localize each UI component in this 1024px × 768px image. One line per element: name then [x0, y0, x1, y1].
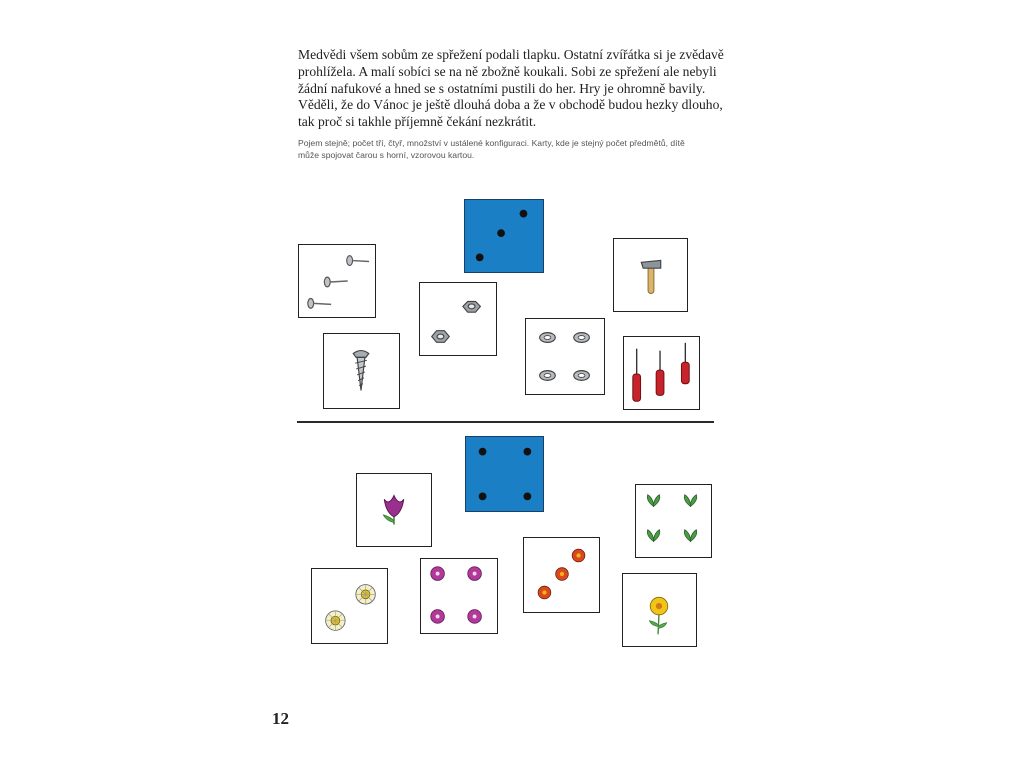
- card-red-flowers[interactable]: [523, 537, 600, 613]
- instruction-line: Pojem stejně; počet tří, čtyř, množství v ustálené konfiguraci. Karty, kde je stejný počet předmětů, dítě: [298, 138, 685, 148]
- card-purple-flowers[interactable]: [420, 558, 498, 634]
- card-daisies[interactable]: [311, 568, 388, 644]
- purple-flower-icon: [421, 559, 497, 633]
- pattern-card-four-dots: [465, 436, 544, 512]
- hammer-icon: [614, 239, 687, 311]
- screwdriver-icon: [624, 337, 699, 409]
- card-nuts[interactable]: [419, 282, 497, 356]
- nut-icon: [420, 283, 496, 355]
- story-line: tak proč si takhle příjemně čekání nezkrátit.: [298, 114, 537, 130]
- tulip-icon: [357, 474, 431, 546]
- yellow-flower-icon: [623, 574, 696, 646]
- card-tulip[interactable]: [356, 473, 432, 547]
- pattern-card-three-dots: [464, 199, 544, 273]
- daisy-icon: [312, 569, 387, 643]
- card-nails[interactable]: [298, 244, 376, 318]
- card-screwdrivers[interactable]: [623, 336, 700, 410]
- washer-icon: [526, 319, 604, 394]
- card-sprouts[interactable]: [635, 484, 712, 558]
- card-washers[interactable]: [525, 318, 605, 395]
- card-yellow-flower[interactable]: [622, 573, 697, 647]
- card-hammer[interactable]: [613, 238, 688, 312]
- red-flower-icon: [524, 538, 599, 612]
- dots-four: [466, 437, 543, 511]
- nail-icon: [299, 245, 375, 317]
- instruction-line: může spojovat čarou s horní, vzorovou kartou.: [298, 149, 475, 160]
- story-line: Věděli, že do Vánoc je ještě dlouhá doba a že v obchodě budou hezky dlouho,: [298, 97, 723, 113]
- page-number: 12: [272, 709, 289, 728]
- section-divider: [297, 421, 714, 423]
- story-line: Medvědi všem sobům ze spřežení podali tlapku. Ostatní zvířátka si je zvědavě: [298, 47, 724, 62]
- card-screw[interactable]: [323, 333, 400, 409]
- screw-icon: [324, 334, 399, 408]
- story-line: žádní nafukové a hned se s ostatními pustili do her. Hry je ohromně bavily.: [298, 80, 706, 96]
- sprout-icon: [636, 485, 711, 557]
- instruction-text: [298, 138, 718, 161]
- story-text: [298, 47, 724, 131]
- story-line: prohlížela. A malí sobíci se na ně zbožně koukali. Sobi ze spřežení ale nebyli: [298, 63, 717, 79]
- dots-three: [465, 200, 543, 272]
